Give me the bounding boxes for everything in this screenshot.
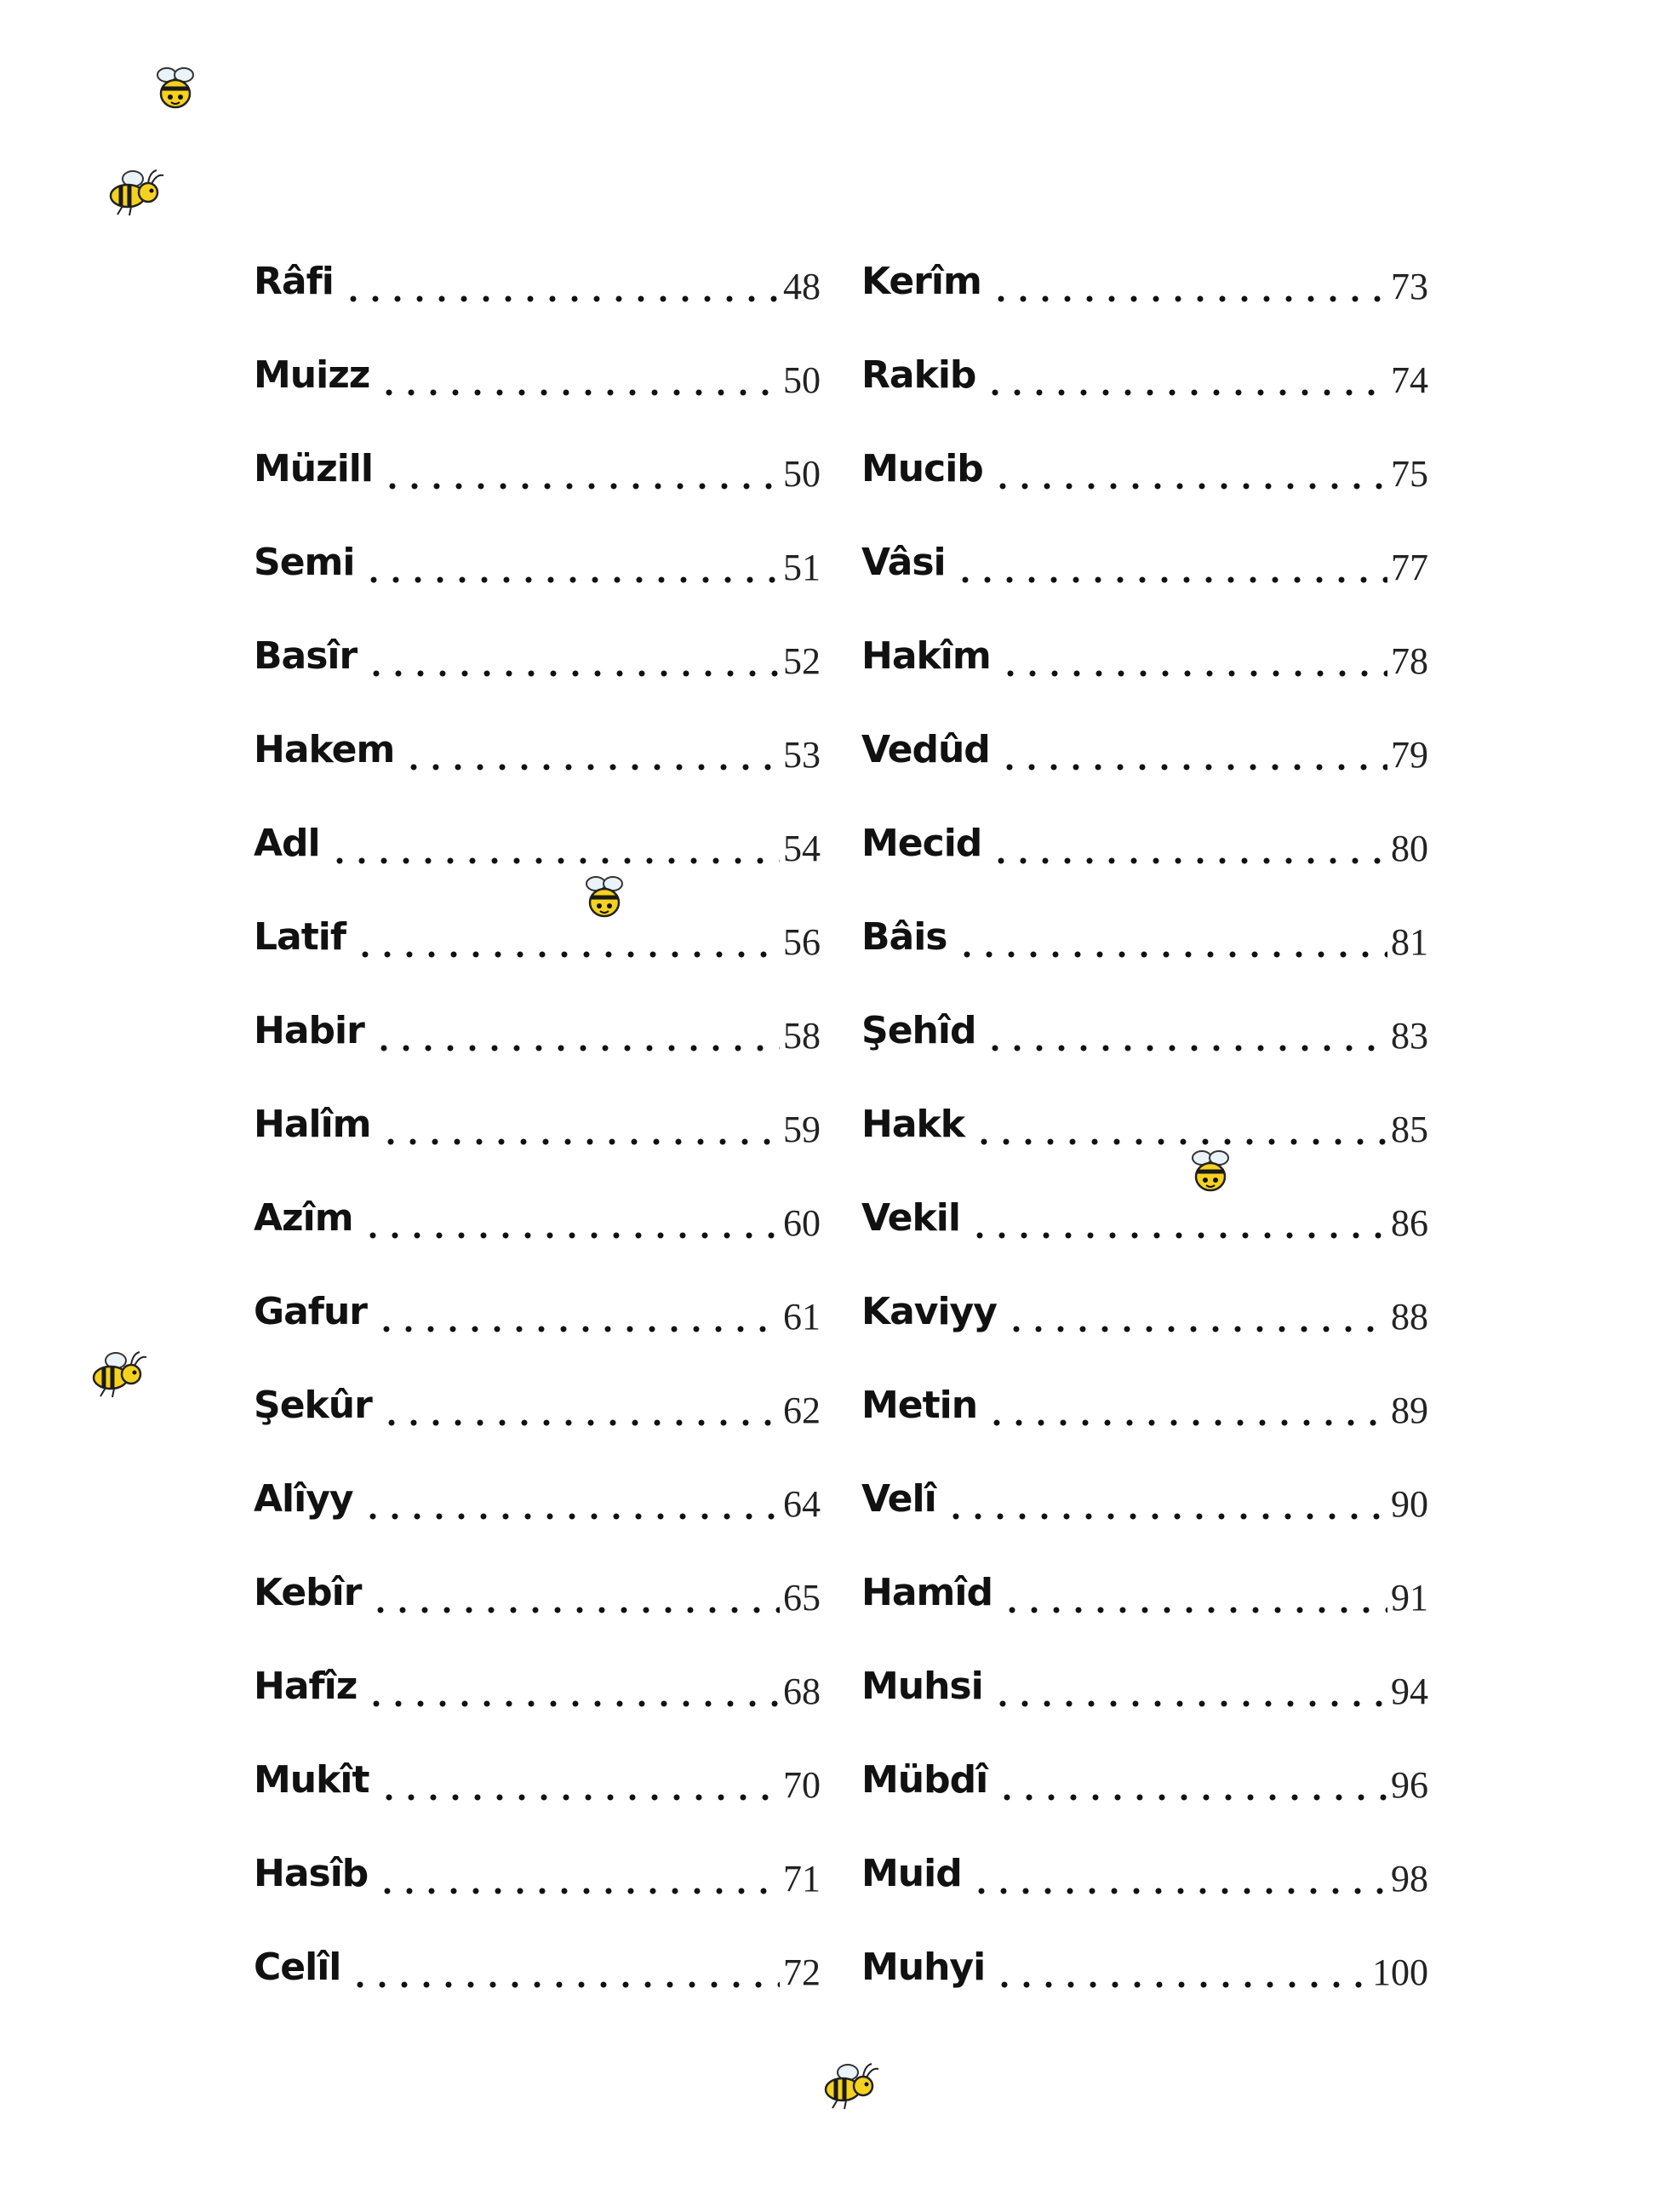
dot-leader <box>369 1000 780 1062</box>
toc-entry-title: Basîr <box>254 634 358 678</box>
toc-entry[interactable] <box>861 813 1428 907</box>
toc-entry-page: 77 <box>1391 547 1428 588</box>
toc-entry[interactable] <box>254 1469 821 1562</box>
toc-entry[interactable] <box>861 532 1428 626</box>
toc-entry[interactable] <box>254 719 821 813</box>
toc-entry-title: Velî <box>861 1477 936 1521</box>
toc-entry-page: 52 <box>783 640 821 682</box>
toc-entry-title: Hamîd <box>861 1571 993 1614</box>
toc-entry-page: 61 <box>783 1296 821 1338</box>
dot-leader <box>988 1656 1387 1717</box>
toc-entry-title: Mucib <box>861 447 983 490</box>
toc-entry-page: 74 <box>1391 359 1428 401</box>
toc-entry-page: 78 <box>1391 640 1428 682</box>
dot-leader <box>362 1656 780 1717</box>
toc-entry[interactable] <box>861 719 1428 813</box>
toc-entry-page: 94 <box>1391 1670 1428 1712</box>
toc-entry-page: 96 <box>1391 1764 1428 1806</box>
toc-entry-title: Şehîd <box>861 1009 976 1052</box>
toc-entry-page: 48 <box>783 266 821 307</box>
toc-entry-title: Adl <box>254 822 320 865</box>
dot-leader <box>351 907 780 968</box>
toc-entry[interactable] <box>254 1937 821 2031</box>
toc-entry-page: 50 <box>783 359 821 401</box>
toc-entry-title: Hakem <box>254 728 395 771</box>
toc-entry-title: Kerîm <box>861 260 981 303</box>
table-of-contents <box>254 251 1428 2031</box>
toc-entry-page: 80 <box>1391 828 1428 869</box>
dot-leader <box>967 1843 1387 1905</box>
toc-entry-page: 79 <box>1391 734 1428 776</box>
toc-entry-page: 59 <box>783 1109 821 1150</box>
toc-entry-page: 83 <box>1391 1015 1428 1057</box>
toc-entry[interactable] <box>254 1094 821 1188</box>
toc-entry[interactable] <box>254 532 821 626</box>
toc-entry[interactable] <box>254 1562 821 1656</box>
toc-entry[interactable] <box>254 907 821 1000</box>
toc-entry-title: Hasîb <box>254 1852 369 1895</box>
dot-leader <box>339 251 780 312</box>
dot-leader <box>982 1375 1387 1436</box>
toc-entry-title: Hakîm <box>861 634 991 678</box>
toc-entry[interactable] <box>254 813 821 907</box>
toc-entry[interactable] <box>254 1281 821 1375</box>
toc-entry[interactable] <box>861 345 1428 438</box>
dot-leader <box>988 438 1387 500</box>
dot-leader <box>375 1750 781 1811</box>
dot-leader <box>952 907 1388 968</box>
toc-entry[interactable] <box>861 438 1428 532</box>
toc-entry-title: Vedûd <box>861 728 990 771</box>
bee-icon <box>107 167 169 218</box>
dot-leader <box>399 719 780 781</box>
toc-entry-page: 72 <box>783 1951 821 1993</box>
toc-entry-title: Mecid <box>861 822 982 865</box>
bee-icon <box>822 2060 884 2112</box>
toc-entry[interactable] <box>254 1656 821 1750</box>
toc-entry-page: 89 <box>1391 1390 1428 1431</box>
toc-entry-page: 62 <box>783 1390 821 1431</box>
toc-entry-page: 100 <box>1372 1951 1428 1993</box>
toc-entry-title: Şekûr <box>254 1384 372 1427</box>
toc-entry[interactable] <box>254 251 821 345</box>
toc-entry-page: 73 <box>1391 266 1428 307</box>
toc-entry-title: Gafur <box>254 1290 367 1333</box>
toc-entry[interactable] <box>254 1188 821 1281</box>
toc-entry-title: Mübdî <box>861 1758 988 1802</box>
toc-entry-title: Vâsi <box>861 541 946 584</box>
toc-entry-title: Müzill <box>254 447 373 490</box>
dot-leader <box>377 1375 780 1436</box>
dot-leader <box>1002 1281 1387 1343</box>
toc-entry[interactable] <box>861 1094 1428 1188</box>
toc-entry-page: 51 <box>783 547 821 588</box>
dot-leader <box>346 1937 780 1998</box>
toc-entry[interactable] <box>861 1469 1428 1562</box>
toc-entry-page: 98 <box>1391 1858 1428 1900</box>
toc-entry[interactable] <box>861 1843 1428 1937</box>
toc-entry[interactable] <box>861 1937 1428 2031</box>
dot-leader <box>378 438 780 500</box>
toc-entry-page: 65 <box>783 1577 821 1619</box>
toc-entry-page: 50 <box>783 453 821 495</box>
toc-entry[interactable] <box>861 907 1428 1000</box>
toc-entry-title: Bâis <box>861 915 947 959</box>
toc-entry-title: Kaviyy <box>861 1290 997 1333</box>
toc-entry-title: Semi <box>254 541 355 584</box>
dot-leader <box>987 813 1387 874</box>
toc-entry-page: 64 <box>783 1483 821 1525</box>
toc-entry-title: Muhyi <box>861 1946 986 1989</box>
toc-entry-page: 75 <box>1391 453 1428 495</box>
toc-entry[interactable] <box>254 1000 821 1094</box>
dot-leader <box>358 1469 780 1530</box>
toc-entry-page: 68 <box>783 1670 821 1712</box>
toc-entry-page: 90 <box>1391 1483 1428 1525</box>
toc-right-column <box>861 251 1428 2031</box>
toc-entry[interactable] <box>861 1000 1428 1094</box>
toc-entry-title: Metin <box>861 1384 978 1427</box>
toc-entry[interactable] <box>861 1188 1428 1281</box>
dot-leader <box>358 1188 780 1249</box>
toc-entry[interactable] <box>861 251 1428 345</box>
toc-entry-title: Muid <box>861 1852 962 1895</box>
toc-entry-page: 86 <box>1391 1202 1428 1244</box>
dot-leader <box>981 1000 1387 1062</box>
toc-entry[interactable] <box>861 1281 1428 1375</box>
toc-left-column <box>254 251 821 2031</box>
toc-entry-title: Latif <box>254 915 346 959</box>
dot-leader <box>362 626 780 687</box>
dot-leader <box>998 1562 1387 1624</box>
dot-leader <box>366 1562 780 1624</box>
toc-entry-title: Halîm <box>254 1103 371 1146</box>
toc-entry-title: Râfi <box>254 260 334 303</box>
toc-entry[interactable] <box>861 1562 1428 1656</box>
dot-leader <box>981 345 1387 406</box>
dot-leader <box>990 1937 1369 1998</box>
dot-leader <box>993 1750 1387 1811</box>
dot-leader <box>965 1188 1387 1249</box>
dot-leader <box>995 719 1387 781</box>
bee-icon <box>150 63 201 114</box>
toc-entry-title: Hafîz <box>254 1665 358 1708</box>
toc-entry-title: Vekil <box>861 1196 960 1240</box>
toc-entry[interactable] <box>861 1656 1428 1750</box>
toc-entry[interactable] <box>254 1750 821 1843</box>
toc-entry-title: Muhsi <box>861 1665 983 1708</box>
dot-leader <box>325 813 780 874</box>
dot-leader <box>996 626 1387 687</box>
toc-entry[interactable] <box>254 1843 821 1937</box>
toc-entry[interactable] <box>861 1375 1428 1469</box>
toc-entry-title: Muizz <box>254 353 370 397</box>
toc-entry-page: 54 <box>783 828 821 869</box>
toc-entry-page: 71 <box>783 1858 821 1900</box>
toc-entry[interactable] <box>861 1750 1428 1843</box>
toc-entry-page: 70 <box>783 1764 821 1806</box>
toc-entry-title: Mukît <box>254 1758 369 1802</box>
dot-leader <box>373 1843 780 1905</box>
toc-entry-page: 88 <box>1391 1296 1428 1338</box>
toc-entry-title: Rakib <box>861 353 976 397</box>
toc-entry-title: Hakk <box>861 1103 965 1146</box>
dot-leader <box>375 345 780 406</box>
toc-entry-page: 56 <box>783 921 821 963</box>
toc-entry-page: 53 <box>783 734 821 776</box>
toc-entry[interactable] <box>254 626 821 719</box>
toc-entry-page: 58 <box>783 1015 821 1057</box>
toc-entry-title: Azîm <box>254 1196 353 1240</box>
dot-leader <box>372 1281 780 1343</box>
dot-leader <box>987 251 1387 312</box>
toc-entry-title: Kebîr <box>254 1571 362 1614</box>
toc-entry[interactable] <box>254 345 821 438</box>
toc-entry-page: 85 <box>1391 1109 1428 1150</box>
toc-entry-title: Celîl <box>254 1946 341 1989</box>
dot-leader <box>970 1094 1387 1155</box>
toc-entry-title: Alîyy <box>254 1477 353 1521</box>
dot-leader <box>941 1469 1387 1530</box>
dot-leader <box>376 1094 780 1155</box>
toc-entry[interactable] <box>861 626 1428 719</box>
bee-icon <box>90 1349 152 1400</box>
toc-entry-page: 60 <box>783 1202 821 1244</box>
toc-entry-title: Habir <box>254 1009 364 1052</box>
toc-entry[interactable] <box>254 1375 821 1469</box>
dot-leader <box>359 532 780 593</box>
dot-leader <box>951 532 1387 593</box>
toc-entry-page: 81 <box>1391 921 1428 963</box>
toc-entry-page: 91 <box>1391 1577 1428 1619</box>
toc-entry[interactable] <box>254 438 821 532</box>
